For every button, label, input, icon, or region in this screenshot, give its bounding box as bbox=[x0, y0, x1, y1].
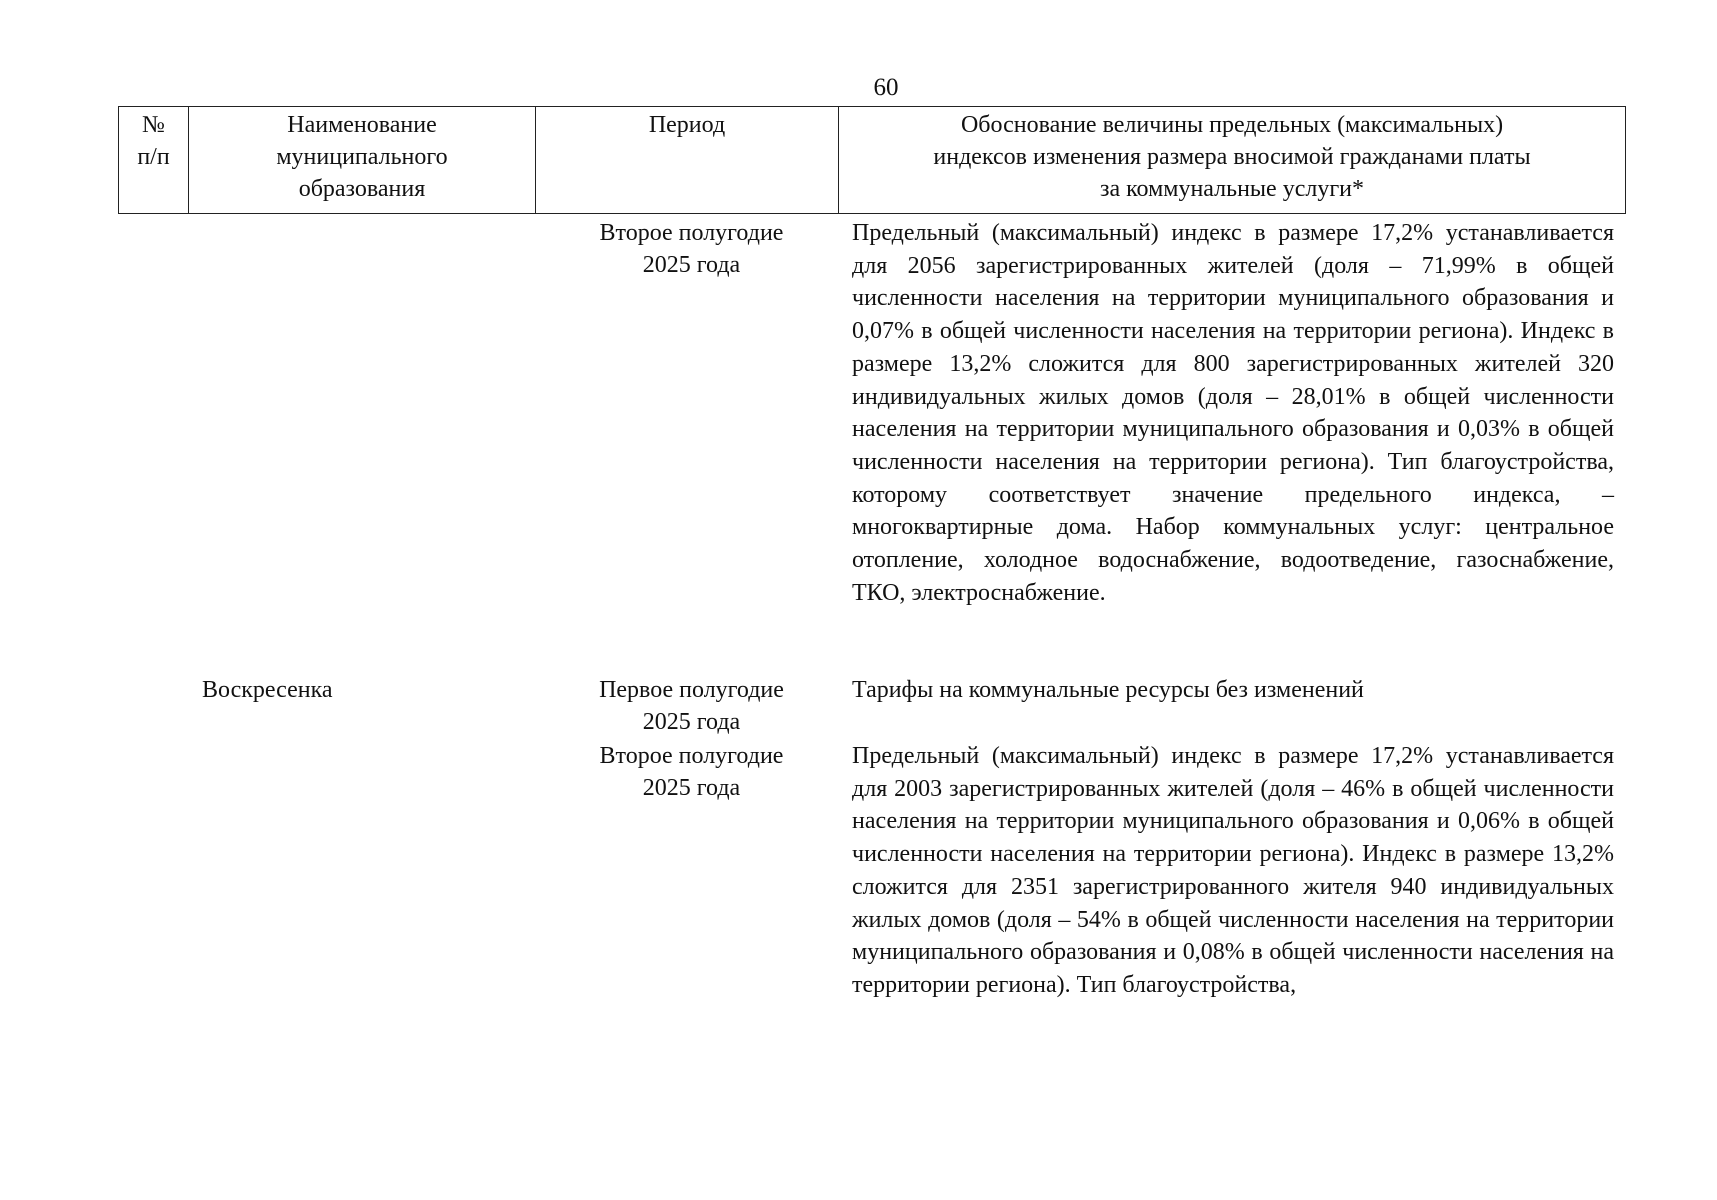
row-municipality-name: Воскресенка bbox=[202, 677, 333, 703]
page-number: 60 bbox=[873, 74, 899, 101]
header-municipality-name: Наименование муниципального образования bbox=[189, 107, 536, 214]
row-period: Первое полугодие 2025 года bbox=[599, 677, 784, 735]
row-justification: Предельный (максимальный) индекс в размере 17,2% устанавливается для 2003 зарегистрированных жителей (доля – 46% в общей численности населения на территории муниципального образования и 0,06% в общей численности населения на территории региона). Индекс в размере 13,2% сложится для 2351 зарегистрированного жителя 940 индивидуальных жилых домов (доля – 54% в общей численности населения на территории муниципального образования и 0,08% в общей численности населения на территории региона). Тип благоустройства, bbox=[852, 743, 1614, 998]
row-justification: Предельный (максимальный) индекс в размере 17,2% устанавливается для 2056 зарегистрированных жителей (доля – 71,99% в общей численности населения на территории муниципального образования и 0,07% в общей численности населения на территории региона). Индекс в размере 13,2% сложится для 800 зарегистрированных жителей 320 индивидуальных жилых домов (доля – 28,01% в общей численности населения на территории муниципального образования и 0,03% в общей численности населения на территории региона). Тип благоустройства, которому соответствует значение предельного индекса, – многоквартирные дома. Набор коммунальных услуг: центральное отопление, холодное водоснабжение, водоотведение, газоснабжение, ТКО, электроснабжение. bbox=[852, 220, 1614, 606]
header-number: № п/п bbox=[119, 107, 189, 214]
row-justification: Тарифы на коммунальные ресурсы без изменений bbox=[852, 677, 1364, 703]
row-period: Второе полугодие 2025 года bbox=[599, 743, 784, 801]
header-justification: Обоснование величины предельных (максимальных) индексов изменения размера вносимой гражданами платы за коммунальные услуги* bbox=[839, 107, 1626, 214]
table-header bbox=[118, 106, 1626, 214]
header-period: Период bbox=[536, 107, 839, 214]
row-period: Второе полугодие 2025 года bbox=[599, 220, 784, 278]
